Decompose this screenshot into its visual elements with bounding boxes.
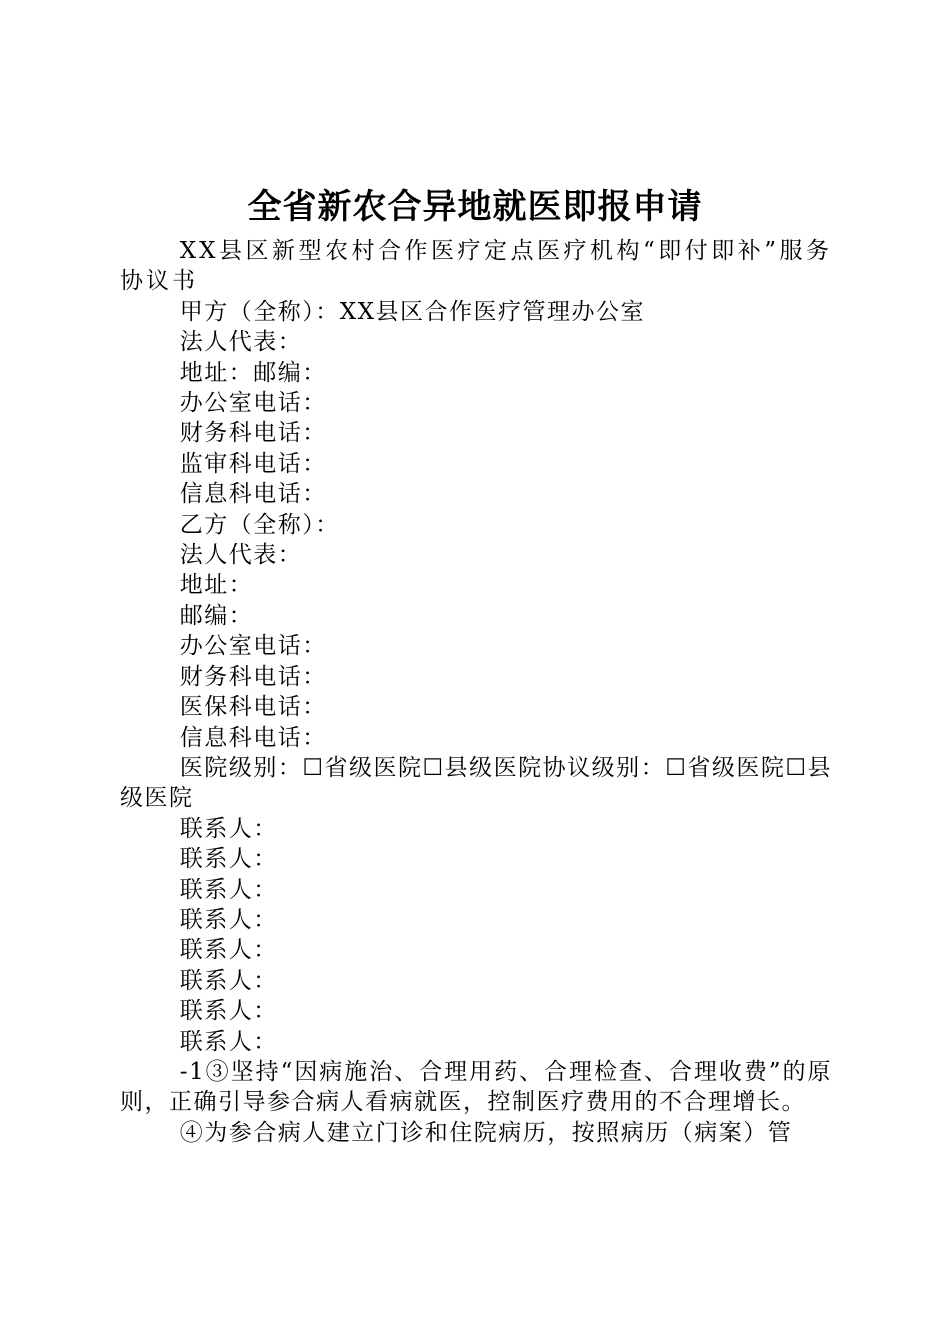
- party-b-office-phone: 办公室电话：: [179, 633, 327, 660]
- hospital-level: 医院级别：☐省级医院☐县级医院协议级别：☐省级医院☐县级医院: [120, 754, 832, 812]
- party-b-postcode: 邮编：: [179, 602, 254, 629]
- agreement-heading: XX县区新型农村合作医疗定点医疗机构“即付即补”服务协议书: [120, 238, 832, 295]
- party-b-insurance-phone: 医保科电话：: [179, 694, 327, 721]
- party-b-name: 乙方（全称）：: [179, 511, 340, 538]
- party-a-name: 甲方（全称）：XX县区合作医疗管理办公室: [179, 298, 646, 325]
- clause-3: -1③坚持“因病施治、合理用药、合理检查、合理收费”的原则，正确引导参合病人看病就医，控制医疗费用的不合理增长。: [120, 1058, 832, 1116]
- party-b-address: 地址：: [179, 572, 254, 599]
- party-b-legal-rep: 法人代表：: [179, 542, 303, 569]
- contact-line: 联系人：: [179, 937, 278, 964]
- clause-4: ④为参合病人建立门诊和住院病历，按照病历（病案）管: [179, 1119, 793, 1146]
- contact-line: 联系人：: [179, 846, 278, 873]
- party-a-legal-rep: 法人代表：: [179, 329, 303, 356]
- party-b-finance-phone: 财务科电话：: [179, 663, 327, 690]
- party-b-info-phone: 信息科电话：: [179, 724, 327, 751]
- contact-line: 联系人：: [179, 998, 278, 1025]
- document-body: [120, 236, 832, 1148]
- party-a-address: 地址：邮编：: [179, 359, 327, 386]
- party-a-office-phone: 办公室电话：: [179, 390, 327, 417]
- contact-line: 联系人：: [179, 815, 278, 842]
- document-title: 全省新农合异地就医即报申请: [247, 187, 703, 227]
- contact-line: 联系人：: [179, 1028, 278, 1055]
- party-a-finance-phone: 财务科电话：: [179, 420, 327, 447]
- party-a-audit-phone: 监审科电话：: [179, 450, 327, 477]
- contact-line: 联系人：: [179, 906, 278, 933]
- contact-line: 联系人：: [179, 876, 278, 903]
- party-a-info-phone: 信息科电话：: [179, 481, 327, 508]
- contact-line: 联系人：: [179, 967, 278, 994]
